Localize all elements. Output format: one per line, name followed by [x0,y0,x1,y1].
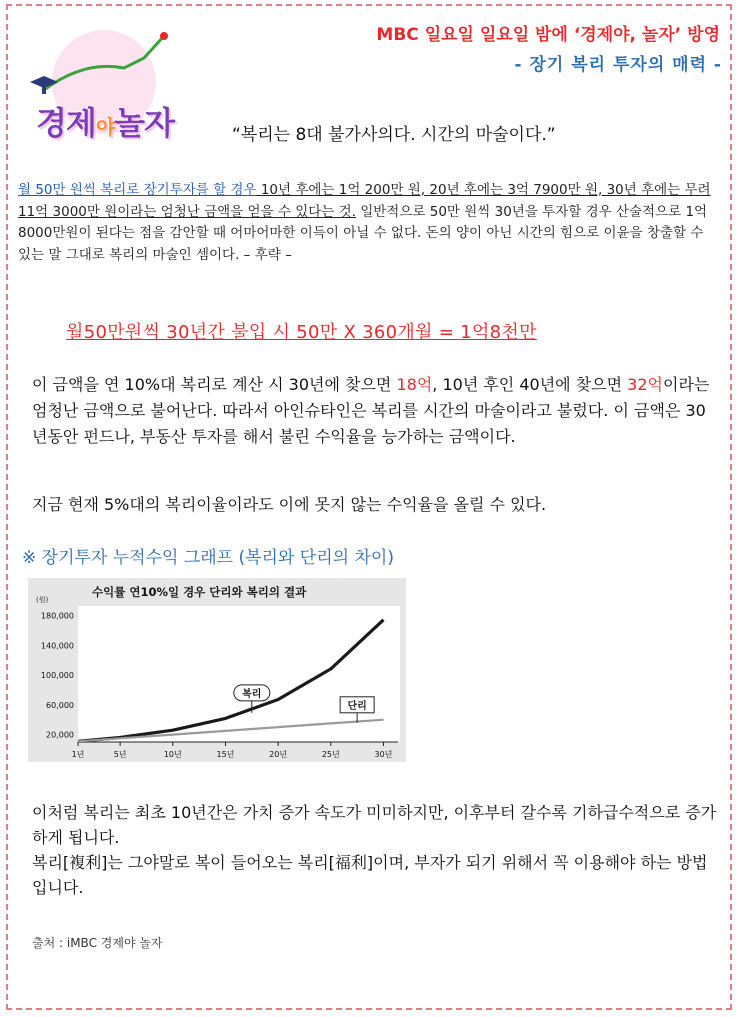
compound-paragraph: 이 금액을 연 10%대 복리로 계산 시 30년에 찾으면 18억, 10년 후인 40년에 찾으면 32억이라는 엄청난 금액으로 불어난다. 따라서 아인슈타인은 복리를 시간의 마술이라고 불렀다. 이 금액은 30년동안 펀드나, 부동산 투자를 해서 불린 수익율을 능가하는 금액이다. [32,375,710,446]
einstein-quote: “복리는 8대 불가사의다. 시간의 마술이다.” [232,125,556,145]
conclusion-paragraph [32,800,722,900]
chart-x-tick-label: 10년 [163,750,182,759]
article-subtitle: - 장기 복리 투자의 매력 - [514,55,722,75]
chart-y-tick-label: 180,000 [40,611,74,621]
chart-series-label-compound: 복리 [242,688,262,700]
amount-32: 32억 [627,375,663,394]
chart-x-tick-label: 30년 [374,750,393,759]
intro-lead: 월 50만 원씩 복리로 장기투자를 할 경우 [18,182,257,198]
intro-underlined: 10년 후에는 1억 200만 원, 20년 후에는 3억 7900만 원, 30년 후에는 무려 11억 3000만 원이라는 엄청난 금액을 얻을 수 있다는 것. [18,182,711,220]
amount-18: 18억 [396,375,433,394]
logo-text: 경제야놀자 [36,104,174,142]
compound-chart [28,578,406,762]
chart-title: 수익률 연10%일 경우 단리와 복리의 결과 [92,585,307,599]
chart-svg [28,578,406,762]
conclusion-line-2: 복리[複利]는 그야말로 복이 들어오는 복리[福利]이며, 부자가 되기 위해서 꼭 이용해야 하는 방법입니다. [32,853,708,897]
chart-x-tick-label: 1년 [71,750,85,759]
chart-x-tick-label: 5년 [113,750,127,759]
chart-y-unit: (원) [36,596,49,604]
graph-section-title: ※ 장기투자 누적수익 그래프 (복리와 단리의 차이) [22,548,394,568]
conclusion-line-1: 이처럼 복리는 최초 10년간은 가치 증가 속도가 미미하지만, 이후부터 갈수록 기하급수적으로 증가하게 됩니다. [32,803,717,847]
chart-series-label-simple: 단리 [347,700,367,712]
chart-y-tick-label: 140,000 [40,641,74,651]
calculation-line: 월50만원씩 30년간 불입 시 50만 X 360개월 = 1억8천만 [66,322,537,343]
chart-x-tick-label: 15년 [216,750,235,759]
intro-rest: 일반적으로 50만 원씩 30년을 투자할 경우 산술적으로 1억 8000만원이 된다는 점을 감안할 때 어마어마한 이득이 아닐 수 없다. 돈의 양이 아닌 시간의 힘으로 이윤을 창출할 수 있는 말 그대로 복리의 마술인 셈이다. – 후략 – [18,203,708,263]
rate-paragraph: 지금 현재 5%대의 복리이율이라도 이에 못지 않는 수익율을 올릴 수 있다. [32,495,547,514]
chart-x-tick-label: 25년 [321,750,340,759]
chart-y-tick-label: 20,000 [46,730,74,740]
chart-y-tick-label: 100,000 [40,671,74,681]
broadcast-title: MBC 일요일 일요일 밤에 ‘경제야, 놀자’ 방영 [376,25,720,45]
chart-x-tick-label: 20년 [269,750,288,759]
intro-paragraph [18,180,718,266]
logo [14,20,214,140]
chart-y-tick-label: 60,000 [46,700,74,710]
source-note: 출처 : iMBC 경제야 놀자 [32,936,163,950]
